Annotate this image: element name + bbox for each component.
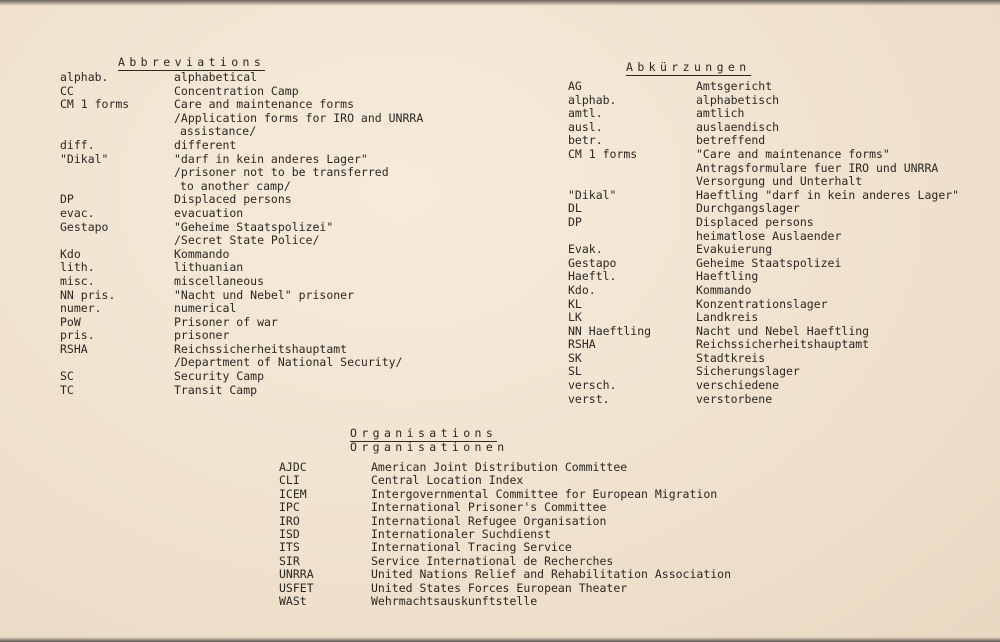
organisation-name: International Prisoner's Committee bbox=[371, 500, 607, 515]
abbreviation-entry bbox=[568, 379, 988, 393]
abbreviation-definition-continued: heimatlose Auslaender bbox=[696, 228, 842, 243]
abbreviation-definition: Durchgangslager bbox=[696, 201, 800, 216]
abbreviation-entry bbox=[60, 193, 480, 207]
abbreviation-entry bbox=[60, 71, 480, 85]
abbreviation-term: CM 1 forms bbox=[568, 146, 638, 161]
abbreviation-term: DL bbox=[568, 201, 582, 216]
abbreviation-definition: miscellaneous bbox=[174, 273, 265, 288]
organisation-abbreviation: AJDC bbox=[279, 460, 307, 474]
abbreviation-entry bbox=[568, 216, 988, 230]
abbreviation-definition: Care and maintenance forms bbox=[174, 97, 355, 112]
abbreviation-term: SC bbox=[60, 369, 74, 384]
abbreviation-entry bbox=[568, 257, 988, 271]
organisation-abbreviation: SIR bbox=[279, 553, 300, 568]
organisation-abbreviation: ISD bbox=[279, 526, 300, 541]
abbreviation-definition: verstorbene bbox=[696, 391, 773, 406]
abbreviation-entry bbox=[60, 248, 480, 262]
abbreviation-definition: Kommando bbox=[174, 246, 230, 261]
organisation-abbreviation: CLI bbox=[279, 473, 300, 488]
organisation-name: United Nations Relief and Rehabilitation Association bbox=[371, 567, 732, 582]
abbreviation-definition: Sicherungslager bbox=[696, 364, 800, 379]
abbreviation-term: misc. bbox=[60, 273, 95, 288]
abbreviation-entry bbox=[568, 325, 988, 339]
abbreviation-entry bbox=[568, 284, 988, 298]
abbreviation-entry bbox=[60, 207, 480, 221]
abbreviation-term: versch. bbox=[568, 378, 617, 393]
abbreviation-entry bbox=[60, 289, 480, 303]
abbreviation-definition: betreffend bbox=[696, 133, 766, 148]
abbreviation-entry bbox=[60, 261, 480, 275]
organisations-heading: Organisations bbox=[350, 426, 498, 440]
abbreviation-entry bbox=[60, 139, 480, 153]
abbreviation-entry bbox=[60, 370, 480, 384]
abbreviation-definition-continued: to another camp/ bbox=[180, 178, 291, 193]
abbreviation-definition-continued: /Department of National Security/ bbox=[174, 355, 403, 370]
abbreviation-entry bbox=[568, 365, 988, 379]
abbreviation-term: NN Haeftling bbox=[568, 323, 652, 338]
organisation-name: Service International de Recherches bbox=[371, 553, 614, 568]
abbreviation-entry bbox=[568, 80, 988, 94]
organisation-abbreviation: USFET bbox=[279, 580, 314, 595]
organisation-entry bbox=[279, 461, 799, 474]
abbreviation-entry bbox=[60, 153, 480, 167]
abbreviation-definition: Evakuierung bbox=[696, 242, 773, 257]
abbreviation-term: evac. bbox=[60, 205, 95, 220]
abbreviation-definition-continued: Versorgung und Unterhalt bbox=[696, 174, 863, 189]
abbreviation-definition-continued: /Secret State Police/ bbox=[174, 233, 320, 248]
abbreviation-definition: "darf in kein anderes Lager" bbox=[174, 151, 368, 166]
abbreviation-definition-continued: /prisoner not to be transferred bbox=[174, 165, 389, 180]
abbreviation-definition: Reichssicherheitshauptamt bbox=[696, 337, 870, 352]
abbreviation-definition-continued: assistance/ bbox=[180, 124, 257, 139]
abbreviation-definition: Transit Camp bbox=[174, 382, 258, 397]
abbreviation-term: Gestapo bbox=[60, 219, 109, 234]
abbreviation-term: alphab. bbox=[568, 92, 617, 107]
abbreviation-entry bbox=[568, 311, 988, 325]
abbreviation-term: verst. bbox=[568, 391, 610, 406]
abbreviation-definition: verschiedene bbox=[696, 378, 780, 393]
organisation-abbreviation: UNRRA bbox=[279, 567, 314, 582]
abbreviation-definition: Reichssicherheitshauptamt bbox=[174, 341, 348, 356]
abbreviation-entry bbox=[568, 121, 988, 135]
abbreviation-definition: lithuanian bbox=[174, 260, 244, 275]
abbreviation-term: Kdo. bbox=[568, 282, 596, 297]
abbreviation-term: CC bbox=[60, 83, 74, 98]
abbreviation-definition: amtlich bbox=[696, 106, 745, 121]
abbreviation-entry bbox=[568, 270, 988, 284]
abbreviation-term: alphab. bbox=[60, 70, 109, 84]
abbreviation-term: betr. bbox=[568, 133, 603, 148]
abbreviation-definition: auslaendisch bbox=[696, 119, 780, 134]
organisation-name: Internationaler Suchdienst bbox=[371, 526, 552, 541]
organisation-name: Central Location Index bbox=[371, 473, 524, 488]
abbreviation-definition: numerical bbox=[174, 301, 237, 316]
abbreviation-term: NN pris. bbox=[60, 287, 116, 302]
abbreviation-term: numer. bbox=[60, 301, 102, 316]
abbreviation-entry bbox=[60, 329, 480, 343]
abbreviation-term: Kdo bbox=[60, 246, 81, 261]
abbreviation-definition: Concentration Camp bbox=[174, 83, 299, 98]
organisation-abbreviation: ICEM bbox=[279, 486, 307, 501]
abbreviation-entry bbox=[568, 94, 988, 108]
abbreviation-definition: Prisoner of war bbox=[174, 314, 278, 329]
organisations-list bbox=[279, 461, 799, 608]
abbreviation-entry bbox=[568, 107, 988, 121]
organisation-entry bbox=[279, 528, 799, 541]
abbreviation-term: DP bbox=[60, 192, 74, 207]
abbreviations-heading: Abbreviations bbox=[118, 55, 266, 69]
abbreviation-definition-continued: /Application forms for IRO and UNRRA bbox=[174, 110, 424, 125]
abbreviation-entry bbox=[568, 393, 988, 407]
abkuerzungen-list bbox=[568, 80, 988, 406]
organisation-entry bbox=[279, 501, 799, 514]
organisation-name: United States Forces European Theater bbox=[371, 580, 628, 595]
abbreviation-definition: alphabetical bbox=[174, 70, 258, 84]
abbreviation-definition: Displaced persons bbox=[696, 214, 814, 229]
organisation-abbreviation: ITS bbox=[279, 540, 300, 555]
abbreviation-term: SL bbox=[568, 364, 582, 379]
abbreviation-term: KL bbox=[568, 296, 582, 311]
abbreviation-term: ausl. bbox=[568, 119, 603, 134]
abkuerzungen-heading: Abkürzungen bbox=[626, 60, 751, 74]
abbreviation-definition: Landkreis bbox=[696, 310, 759, 325]
abbreviation-definition: prisoner bbox=[174, 328, 230, 343]
organisation-abbreviation: IPC bbox=[279, 500, 300, 515]
abbreviation-definition: evacuation bbox=[174, 205, 244, 220]
organisation-name: Intergovernmental Committee for European Migration bbox=[371, 486, 718, 501]
abbreviation-definition: "Geheime Staatspolizei" bbox=[174, 219, 334, 234]
abbreviation-term: PoW bbox=[60, 314, 81, 329]
abbreviation-entry bbox=[60, 85, 480, 99]
abbreviation-term: amtl. bbox=[568, 106, 603, 121]
abbreviation-entry bbox=[60, 384, 480, 398]
abbreviation-entry bbox=[568, 202, 988, 216]
organisationen-heading: Organisationen bbox=[350, 440, 509, 454]
abbreviation-term: CM 1 forms bbox=[60, 97, 130, 112]
abbreviation-definition: Security Camp bbox=[174, 369, 265, 384]
abbreviation-term: Evak. bbox=[568, 242, 603, 257]
organisation-name: American Joint Distribution Committee bbox=[371, 460, 628, 474]
abbreviation-term: SK bbox=[568, 350, 582, 365]
abbreviation-term: "Dikal" bbox=[60, 151, 109, 166]
abbreviation-entry bbox=[568, 352, 988, 366]
abbreviation-entry bbox=[60, 275, 480, 289]
abbreviation-definition: different bbox=[174, 137, 237, 152]
abbreviation-entry bbox=[60, 343, 480, 357]
abbreviation-term: diff. bbox=[60, 137, 95, 152]
abbreviation-entry bbox=[568, 148, 988, 162]
abbreviation-term: LK bbox=[568, 310, 582, 325]
abbreviations-list bbox=[60, 71, 480, 397]
abbreviation-definition: Amtsgericht bbox=[696, 79, 773, 93]
organisation-name: International Refugee Organisation bbox=[371, 513, 607, 528]
abbreviation-term: TC bbox=[60, 382, 74, 397]
abbreviation-entry bbox=[568, 189, 988, 203]
abbreviation-entry bbox=[60, 98, 480, 112]
abbreviation-term: Gestapo bbox=[568, 255, 617, 270]
abbreviation-definition: Kommando bbox=[696, 282, 752, 297]
abbreviation-definition: Geheime Staatspolizei bbox=[696, 255, 842, 270]
abbreviation-term: RSHA bbox=[60, 341, 88, 356]
abbreviation-entry bbox=[568, 243, 988, 257]
organisation-entry bbox=[279, 582, 799, 595]
organisation-entry bbox=[279, 515, 799, 528]
abbreviation-term: AG bbox=[568, 79, 582, 93]
abbreviation-entry bbox=[60, 302, 480, 316]
abbreviation-entry bbox=[568, 134, 988, 148]
abbreviation-definition: Nacht und Nebel Haeftling bbox=[696, 323, 870, 338]
abbreviation-definition-continued: Antragsformulare fuer IRO und UNRRA bbox=[696, 160, 939, 175]
organisation-entry bbox=[279, 568, 799, 581]
abbreviation-definition: Haeftling bbox=[696, 269, 759, 284]
abbreviation-entry bbox=[568, 338, 988, 352]
abbreviation-term: Haeftl. bbox=[568, 269, 617, 284]
abbreviation-definition: Displaced persons bbox=[174, 192, 292, 207]
organisation-name: Wehrmachtsauskunftstelle bbox=[371, 593, 538, 608]
organisation-entry bbox=[279, 555, 799, 568]
abbreviation-definition: "Care and maintenance forms" bbox=[696, 146, 890, 161]
organisation-name: International Tracing Service bbox=[371, 540, 572, 555]
abbreviation-entry bbox=[60, 221, 480, 235]
abbreviation-definition: Stadtkreis bbox=[696, 350, 766, 365]
organisation-abbreviation: WASt bbox=[279, 593, 307, 608]
abbreviation-term: lith. bbox=[60, 260, 95, 275]
organisation-entry bbox=[279, 595, 799, 608]
organisation-abbreviation: IRO bbox=[279, 513, 300, 528]
abbreviation-definition: alphabetisch bbox=[696, 92, 780, 107]
abbreviation-term: pris. bbox=[60, 328, 95, 343]
organisation-entry bbox=[279, 488, 799, 501]
abbreviation-entry bbox=[568, 298, 988, 312]
abbreviation-term: "Dikal" bbox=[568, 187, 617, 202]
organisation-entry bbox=[279, 474, 799, 487]
abbreviation-term: RSHA bbox=[568, 337, 596, 352]
abbreviation-term: DP bbox=[568, 214, 582, 229]
organisation-entry bbox=[279, 541, 799, 554]
abbreviation-definition: "Nacht und Nebel" prisoner bbox=[174, 287, 355, 302]
abbreviation-definition: Konzentrationslager bbox=[696, 296, 828, 311]
abbreviation-entry bbox=[60, 316, 480, 330]
abbreviation-definition: Haeftling "darf in kein anderes Lager" bbox=[696, 187, 960, 202]
